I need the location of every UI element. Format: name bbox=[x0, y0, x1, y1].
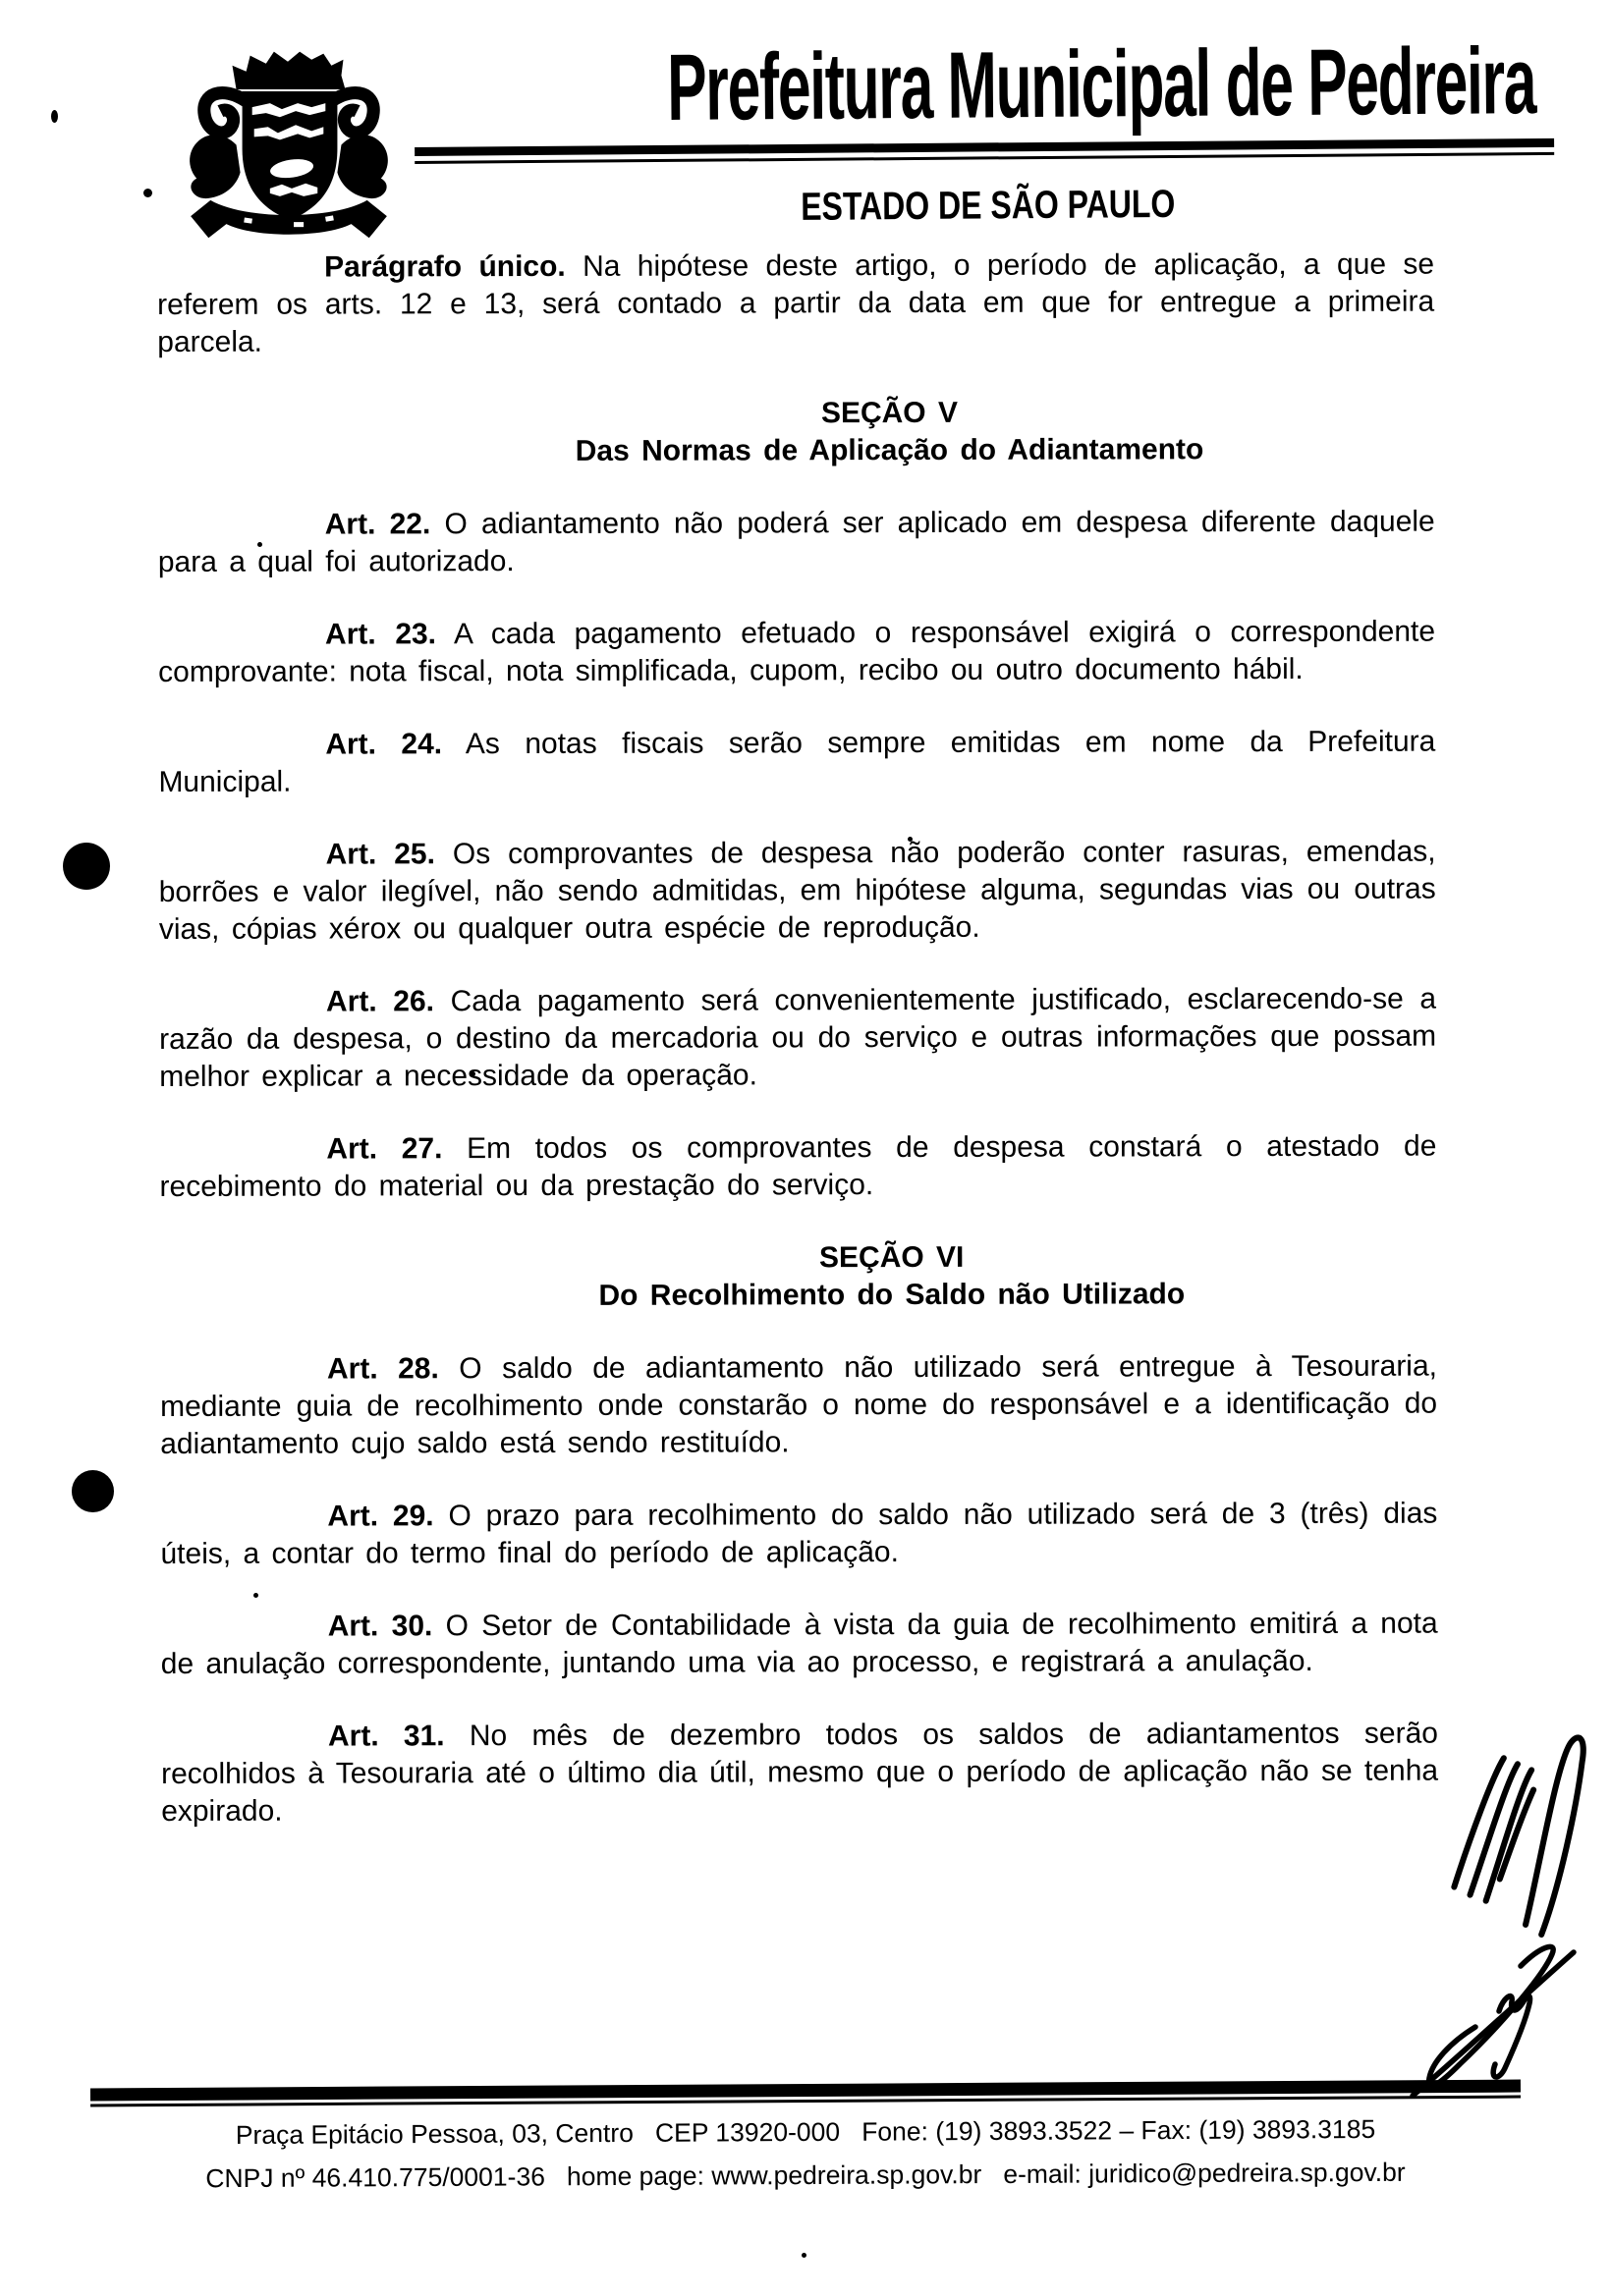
article-30-paragraph bbox=[161, 1606, 1438, 1683]
article-lead: Art. 29. bbox=[327, 1500, 434, 1533]
article-23-paragraph bbox=[158, 614, 1435, 691]
scan-speck bbox=[143, 189, 152, 197]
article-26-paragraph bbox=[159, 981, 1436, 1096]
section-vi-heading bbox=[160, 1238, 1437, 1316]
article-text: A cada pagamento efetuado o responsável exigirá o correspondente comprovante: nota fiscal, nota simplificada, cupom, recibo ou outro documento hábil. bbox=[158, 615, 1436, 688]
state-label: ESTADO DE SÃO PAULO bbox=[800, 182, 1176, 229]
article-text: O saldo de adiantamento não utilizado será entregue à Tesouraria, mediante guia de recolhimento onde constarão o nome do responsável e a identificação do adiantamento cujo saldo está sendo restituído. bbox=[160, 1349, 1438, 1460]
article-27-paragraph bbox=[159, 1128, 1436, 1206]
punch-hole bbox=[72, 1470, 114, 1512]
article-31-paragraph bbox=[161, 1716, 1438, 1831]
article-text: As notas fiscais serão sempre emitidas em nome da Prefeitura Municipal. bbox=[158, 725, 1436, 798]
article-text: O prazo para recolhimento do saldo não utilizado será de 3 (três) dias úteis, a contar do termo final do período de aplicação. bbox=[160, 1497, 1438, 1570]
article-25-paragraph bbox=[159, 834, 1436, 949]
paragraph-lead: Parágrafo único. bbox=[324, 249, 566, 284]
article-lead: Art. 31. bbox=[327, 1720, 445, 1753]
footer-address-line: Praça Epitácio Pessoa, 03, Centro CEP 13920-000 Fone: (19) 3893.3522 – Fax: (19) 3893.3185 bbox=[235, 2113, 1376, 2151]
document-body bbox=[157, 246, 1438, 1866]
article-lead: Art. 30. bbox=[327, 1610, 433, 1643]
section-v-heading bbox=[157, 394, 1434, 471]
page-title: Prefeitura Municipal de Pedreira bbox=[666, 28, 1536, 140]
section-title: SEÇÃO V bbox=[820, 396, 958, 430]
paragraph-text: Na hipótese deste artigo, o período de aplicação, a que se referem os arts. 12 e 13, será contado a partir da data em que for entregue a primeira parcela. bbox=[157, 247, 1435, 358]
article-lead: Art. 27. bbox=[326, 1132, 443, 1166]
article-lead: Art. 25. bbox=[325, 838, 435, 871]
header-rule bbox=[415, 138, 1554, 164]
coat-of-arms-logo bbox=[175, 49, 403, 253]
section-title: SEÇÃO VI bbox=[818, 1240, 965, 1275]
article-text: No mês de dezembro todos os saldos de adiantamentos serão recolhidos à Tesouraria até o último dia útil, mesmo que o período de aplicação não se tenha expirado. bbox=[161, 1717, 1439, 1828]
section-subtitle: Das Normas de Aplicação do Adiantamento bbox=[575, 433, 1204, 467]
punch-hole bbox=[63, 843, 110, 890]
article-text: Em todos os comprovantes de despesa constará o atestado de recebimento do material ou da prestação do serviço. bbox=[159, 1129, 1437, 1203]
footer-contact-line: CNPJ nº 46.410.775/0001-36 home page: www.pedreira.sp.gov.br e-mail: juridico@pedreira.sp.gov.br bbox=[205, 2157, 1406, 2194]
paragrafo-unico-paragraph bbox=[157, 246, 1434, 361]
scan-speck bbox=[51, 110, 58, 123]
article-28-paragraph bbox=[160, 1348, 1437, 1463]
article-text: O adiantamento não poderá ser aplicado em despesa diferente daquele para a qual foi autorizado. bbox=[157, 505, 1435, 578]
article-lead: Art. 22. bbox=[324, 508, 431, 541]
article-text: O Setor de Contabilidade à vista da guia de recolhimento emitirá a nota de anulação correspondente, juntando uma via ao processo, e registrará a anulação. bbox=[160, 1607, 1438, 1680]
article-text: Cada pagamento será convenientemente justificado, esclarecendo-se a razão da despesa, o destino da mercadoria ou do serviço e outras informações que possam melhor explicar a necessidade da operação. bbox=[159, 982, 1437, 1093]
section-subtitle: Do Recolhimento do Saldo não Utilizado bbox=[598, 1278, 1186, 1312]
letterhead bbox=[412, 30, 1562, 231]
article-29-paragraph bbox=[160, 1496, 1437, 1573]
article-lead: Art. 24. bbox=[325, 728, 443, 761]
signature-initials-mark bbox=[1442, 1730, 1601, 1939]
article-lead: Art. 26. bbox=[325, 985, 435, 1018]
scan-speck bbox=[802, 2253, 806, 2258]
footer-rule bbox=[90, 2080, 1521, 2107]
article-lead: Art. 28. bbox=[326, 1352, 439, 1386]
article-24-paragraph bbox=[158, 724, 1435, 801]
signature-scribble-mark bbox=[1405, 1937, 1582, 2102]
article-text: Os comprovantes de despesa não poderão conter rasuras, emendas, borrões e valor ilegível, não sendo admitidas, em hipótese alguma, segundas vias ou outras vias, cópias xérox ou qualquer outra espécie de reprodução. bbox=[158, 835, 1436, 946]
article-22-paragraph bbox=[158, 504, 1435, 581]
article-lead: Art. 23. bbox=[324, 618, 437, 651]
